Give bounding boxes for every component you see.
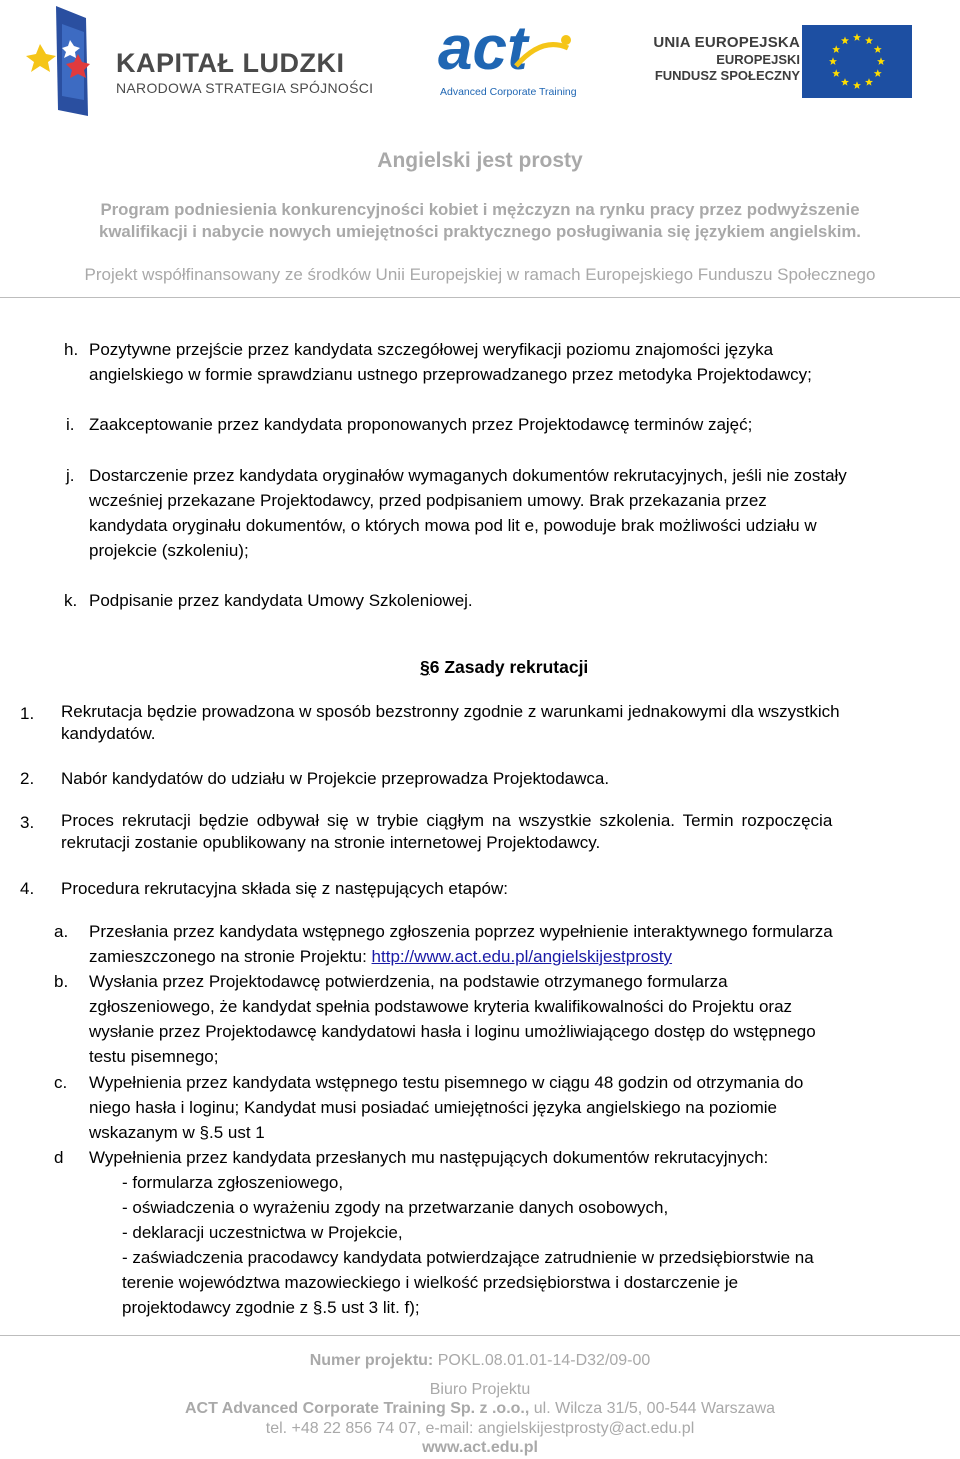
eu-flag-icon — [802, 25, 912, 98]
item-3-line: Proces rekrutacji będzie odbywał się w trybie ciągłym na wszystkie szkolenia. Termin rozpoczęcia — [61, 811, 833, 830]
document-list-item: - formularza zgłoszeniowego, — [122, 1173, 344, 1192]
step-a-line — [89, 944, 939, 969]
document-list-item: - zaświadczenia pracodawcy kandydata potwierdzające zatrudnienie w przedsiębiorstwie na — [122, 1248, 814, 1267]
item-i-letter: i. — [66, 415, 75, 434]
footer-website[interactable]: www.act.edu.pl — [422, 1439, 538, 1456]
subtitle-line-2: kwalifikacji i nabycie nowych umiejętności praktycznego posługiwania się językiem angielskim. — [99, 222, 861, 241]
item-h-line: Pozytywne przejście przez kandydata szczegółowej weryfikacji poziomu znajomości języka — [89, 340, 774, 359]
footer-address — [0, 1399, 960, 1419]
item-k-letter: k. — [64, 591, 78, 610]
document-list-item: - oświadczenia o wyrażeniu zgody na przetwarzanie danych osobowych, — [122, 1198, 669, 1217]
footer-office: Biuro Projektu — [429, 1381, 531, 1398]
item-j-line: Dostarczenie przez kandydata oryginałów wymaganych dokumentów rekrutacyjnych, jeśli nie zostały — [89, 466, 847, 485]
item-k-line: Podpisanie przez kandydata Umowy Szkoleniowej. — [89, 591, 473, 610]
step-a-letter: a. — [54, 922, 69, 941]
step-d-text — [89, 1145, 939, 1170]
item-k-text — [89, 588, 939, 613]
footer-project-number — [0, 1351, 960, 1371]
step-b-line: Wysłania przez Projektodawcę potwierdzenia, na podstawie otrzymanego formularza — [89, 972, 728, 991]
project-link[interactable]: http://www.act.edu.pl/angielskijestprosty — [371, 947, 673, 966]
subtitle-line-1: Program podniesienia konkurencyjności kobiet i mężczyzn na rynku pracy przez podwyższenie — [100, 200, 860, 219]
footer-street: ul. Wilcza 31/5, 00-544 Warszawa — [533, 1400, 776, 1417]
cofinancing-note: Projekt współfinansowany ze środków Unii Europejskiej w ramach Europejskiego Funduszu Społecznego — [84, 265, 876, 284]
act-swoosh-icon — [512, 26, 572, 76]
item-j-line: wcześniej przekazane Projektodawcy, przed podpisaniem umowy. Brak przekazania przez — [89, 491, 767, 510]
step-c-line: Wypełnienia przez kandydata wstępnego testu pisemnego w ciągu 48 godzin od otrzymania do — [89, 1073, 804, 1092]
item-1-number: 1. — [20, 704, 35, 723]
document-list-item: terenie województwa mazowieckiego i wielkość przedsiębiorstwa i dostarczenie je — [122, 1273, 739, 1292]
item-1-line: kandydatów. — [61, 724, 156, 743]
item-4-text — [61, 876, 937, 901]
step-c-line: wskazanym w §.5 ust 1 — [89, 1123, 265, 1142]
project-number-value: POKL.08.01.01-14-D32/09-00 — [437, 1352, 651, 1369]
project-number-label: Numer projektu: — [309, 1352, 434, 1369]
footer-company: ACT Advanced Corporate Training Sp. z .o.o., — [184, 1400, 530, 1417]
eu-line-fundusz: FUNDUSZ SPOŁECZNY — [654, 68, 800, 83]
section-heading — [420, 657, 588, 678]
eu-line-europejski: EUROPEJSKI — [716, 52, 800, 67]
item-1-line: Rekrutacja będzie prowadzona w sposób bezstronny zgodnie z warunkami jednakowymi dla wszystkich — [61, 702, 840, 721]
section-symbol: § — [420, 657, 430, 677]
item-2-text — [61, 766, 937, 791]
footer-divider — [0, 1335, 960, 1336]
step-d-letter: d — [54, 1148, 64, 1167]
step-c-text — [89, 1070, 939, 1145]
item-j-line: projekcie (szkoleniu); — [89, 541, 249, 560]
item-1-text — [61, 701, 937, 745]
item-2-number: 2. — [20, 769, 35, 788]
header-divider — [0, 297, 960, 298]
step-b-text — [89, 969, 939, 1069]
item-h-text — [89, 337, 939, 387]
item-j-line: kandydata oryginału dokumentów, o których mowa pod lit e, powoduje brak możliwości udziału w — [89, 516, 817, 535]
eu-line-unia: UNIA EUROPEJSKA — [653, 34, 800, 51]
item-2-line: Nabór kandydatów do udziału w Projekcie przeprowadza Projektodawca. — [61, 769, 610, 788]
step-a-prefix: zamieszczonego na stronie Projektu: — [89, 947, 372, 966]
footer-contact: tel. +48 22 856 74 07, e-mail: angielskijestprosty@act.edu.pl — [265, 1420, 695, 1437]
step-c-line: niego hasła i loginu; Kandydat musi posiadać umiejętności języka angielskiego na poziomie — [89, 1098, 777, 1117]
step-c-letter: c. — [54, 1073, 68, 1092]
step-b-line: zgłoszeniowego, że kandydat spełnia podstawowe kryteria kwalifikowalności do Projektu oraz — [89, 997, 793, 1016]
item-3-number: 3. — [20, 813, 35, 832]
required-documents-list — [122, 1170, 922, 1320]
act-logo — [436, 14, 577, 104]
item-4-line: Procedura rekrutacyjna składa się z następujących etapów: — [61, 879, 508, 898]
step-b-letter: b. — [54, 972, 69, 991]
act-caption: Advanced Corporate Training — [440, 86, 577, 98]
step-a-line: Przesłania przez kandydata wstępnego zgłoszenia poprzez wypełnienie interaktywnego formularza — [89, 922, 833, 941]
item-j-letter: j. — [66, 466, 75, 485]
kapital-ludzki-subtitle: NARODOWA STRATEGIA SPÓJNOŚCI — [116, 80, 374, 96]
item-i-text — [89, 412, 939, 437]
item-h-letter: h. — [64, 340, 79, 359]
step-b-line: testu pisemnego; — [89, 1047, 219, 1066]
step-d-line: Wypełnienia przez kandydata przesłanych mu następujących dokumentów rekrutacyjnych: — [89, 1148, 769, 1167]
kapital-ludzki-title: KAPITAŁ LUDZKI — [116, 48, 345, 78]
item-3-text — [61, 810, 937, 854]
document-list-item: - deklaracji uczestnictwa w Projekcie, — [122, 1223, 403, 1242]
document-list-item: projektodawcy zgodnie z §.5 ust 3 lit. f); — [122, 1298, 420, 1317]
document-subtitle — [20, 199, 940, 243]
act-wordmark: act — [438, 14, 528, 83]
item-j-text — [89, 463, 939, 563]
item-i-line: Zaakceptowanie przez kandydata proponowanych przez Projektodawcę terminów zajęć; — [89, 415, 753, 434]
kapital-ludzki-logo — [18, 4, 378, 124]
step-a-text — [89, 919, 939, 969]
item-4-number: 4. — [20, 879, 35, 898]
item-h-line: angielskiego w formie sprawdzianu ustnego przeprowadzanego przez metodyka Projektodawcy; — [89, 365, 812, 384]
document-title: Angielski jest prosty — [377, 149, 583, 172]
step-b-line: wysłanie przez Projektodawcę kandydatowi hasła i loginu umożliwiającego dostęp do wstępnego — [89, 1022, 816, 1041]
section-title-text: 6 Zasady rekrutacji — [429, 657, 589, 677]
eu-logo-text — [640, 34, 800, 84]
item-3-line: rekrutacji zostanie opublikowany na stronie internetowej Projektodawcy. — [61, 833, 601, 852]
